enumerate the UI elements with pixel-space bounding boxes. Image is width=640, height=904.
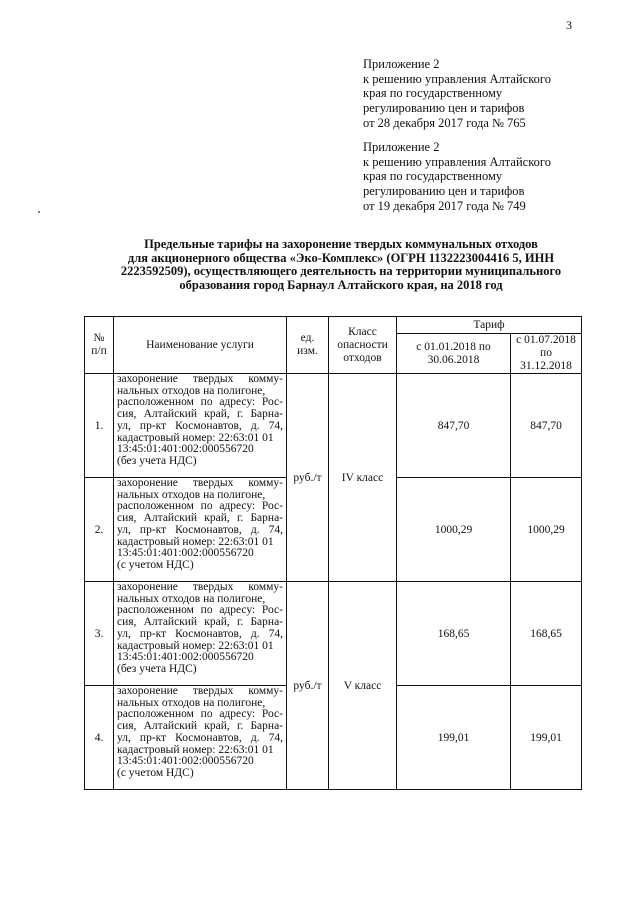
tariff-period-2: 168,65 <box>511 582 582 686</box>
page-number: 3 <box>566 18 572 32</box>
header-number: № п/п <box>85 317 114 374</box>
tariff-period-1: 168,65 <box>397 582 511 686</box>
tariffs-table <box>84 316 582 790</box>
row-number: 1. <box>85 374 114 478</box>
unit-cell: руб./т <box>287 374 329 582</box>
appendix-line: края по государственному <box>363 169 503 184</box>
title-line: образования город Барнаул Алтайского края, на 2018 год <box>179 277 503 292</box>
appendix-line: к решению управления Алтайского <box>363 71 551 86</box>
header-tariff: Тариф <box>397 317 582 334</box>
appendix-note-2 <box>363 140 551 214</box>
appendix-line: регулированию цен и тарифов <box>363 184 525 199</box>
scan-speck <box>38 211 40 213</box>
service-description: захоронение твердых комму- нальных отходов на полигоне, расположенном по адресу: Рос- сия, Алтайский край, г. Барна- ул, пр-кт Космонавтов, д. 74, кадастровый номер: 22:63:01 01 13:45:01:401:002:000556720 (с учетом НДС) <box>114 686 287 790</box>
table-row <box>85 374 582 478</box>
tariff-period-2: 199,01 <box>511 686 582 790</box>
appendix-note-1 <box>363 57 551 131</box>
title-line: для акционерного общества «Эко-Комплекс» (ОГРН 1132223004416 5, ИНН <box>127 250 555 265</box>
hazard-class-cell: IV класс <box>329 374 397 582</box>
tariff-period-1: 1000,29 <box>397 478 511 582</box>
row-number: 4. <box>85 686 114 790</box>
row-number: 2. <box>85 478 114 582</box>
header-unit: ед. изм. <box>287 317 329 374</box>
appendix-line: от 28 декабря 2017 года № 765 <box>363 115 526 130</box>
appendix-line: края по государственному <box>363 86 503 101</box>
header-period-2: с 01.07.2018 по 31.12.2018 <box>511 334 582 374</box>
appendix-line: регулированию цен и тарифов <box>363 101 525 116</box>
header-period-1: с 01.01.2018 по 30.06.2018 <box>397 334 511 374</box>
header-service: Наименование услуги <box>114 317 287 374</box>
row-number: 3. <box>85 582 114 686</box>
appendix-line: Приложение 2 <box>363 57 440 71</box>
table-row <box>85 582 582 686</box>
title-line: Предельные тарифы на захоронение твердых коммунальных отходов <box>144 237 538 251</box>
tariff-period-1: 199,01 <box>397 686 511 790</box>
appendix-line: Приложение 2 <box>363 140 440 154</box>
appendix-line: к решению управления Алтайского <box>363 154 551 169</box>
unit-cell: руб./т <box>287 582 329 790</box>
header-hazard-class: Класс опасности отходов <box>329 317 397 374</box>
document-title <box>80 238 602 292</box>
service-description: захоронение твердых комму- нальных отходов на полигоне, расположенном по адресу: Рос- сия, Алтайский край, г. Барна- ул, пр-кт Космонавтов, д. 74, кадастровый номер: 22:63:01 01 13:45:01:401:002:000556720 (с учетом НДС) <box>114 478 287 582</box>
title-line: 2223592509), осуществляющего деятельность на территории муниципального <box>120 264 562 279</box>
tariff-period-2: 847,70 <box>511 374 582 478</box>
tariff-period-1: 847,70 <box>397 374 511 478</box>
hazard-class-cell: V класс <box>329 582 397 790</box>
tariff-period-2: 1000,29 <box>511 478 582 582</box>
service-description: захоронение твердых комму- нальных отходов на полигоне, расположенном по адресу: Рос- сия, Алтайский край, г. Барна- ул, пр-кт Космонавтов, д. 74, кадастровый номер: 22:63:01 01 13:45:01:401:002:000556720 (без учета НДС) <box>114 374 287 478</box>
service-description: захоронение твердых комму- нальных отходов на полигоне, расположенном по адресу: Рос- сия, Алтайский край, г. Барна- ул, пр-кт Космонавтов, д. 74, кадастровый номер: 22:63:01 01 13:45:01:401:002:000556720 (без учета НДС) <box>114 582 287 686</box>
appendix-line: от 19 декабря 2017 года № 749 <box>363 198 526 213</box>
